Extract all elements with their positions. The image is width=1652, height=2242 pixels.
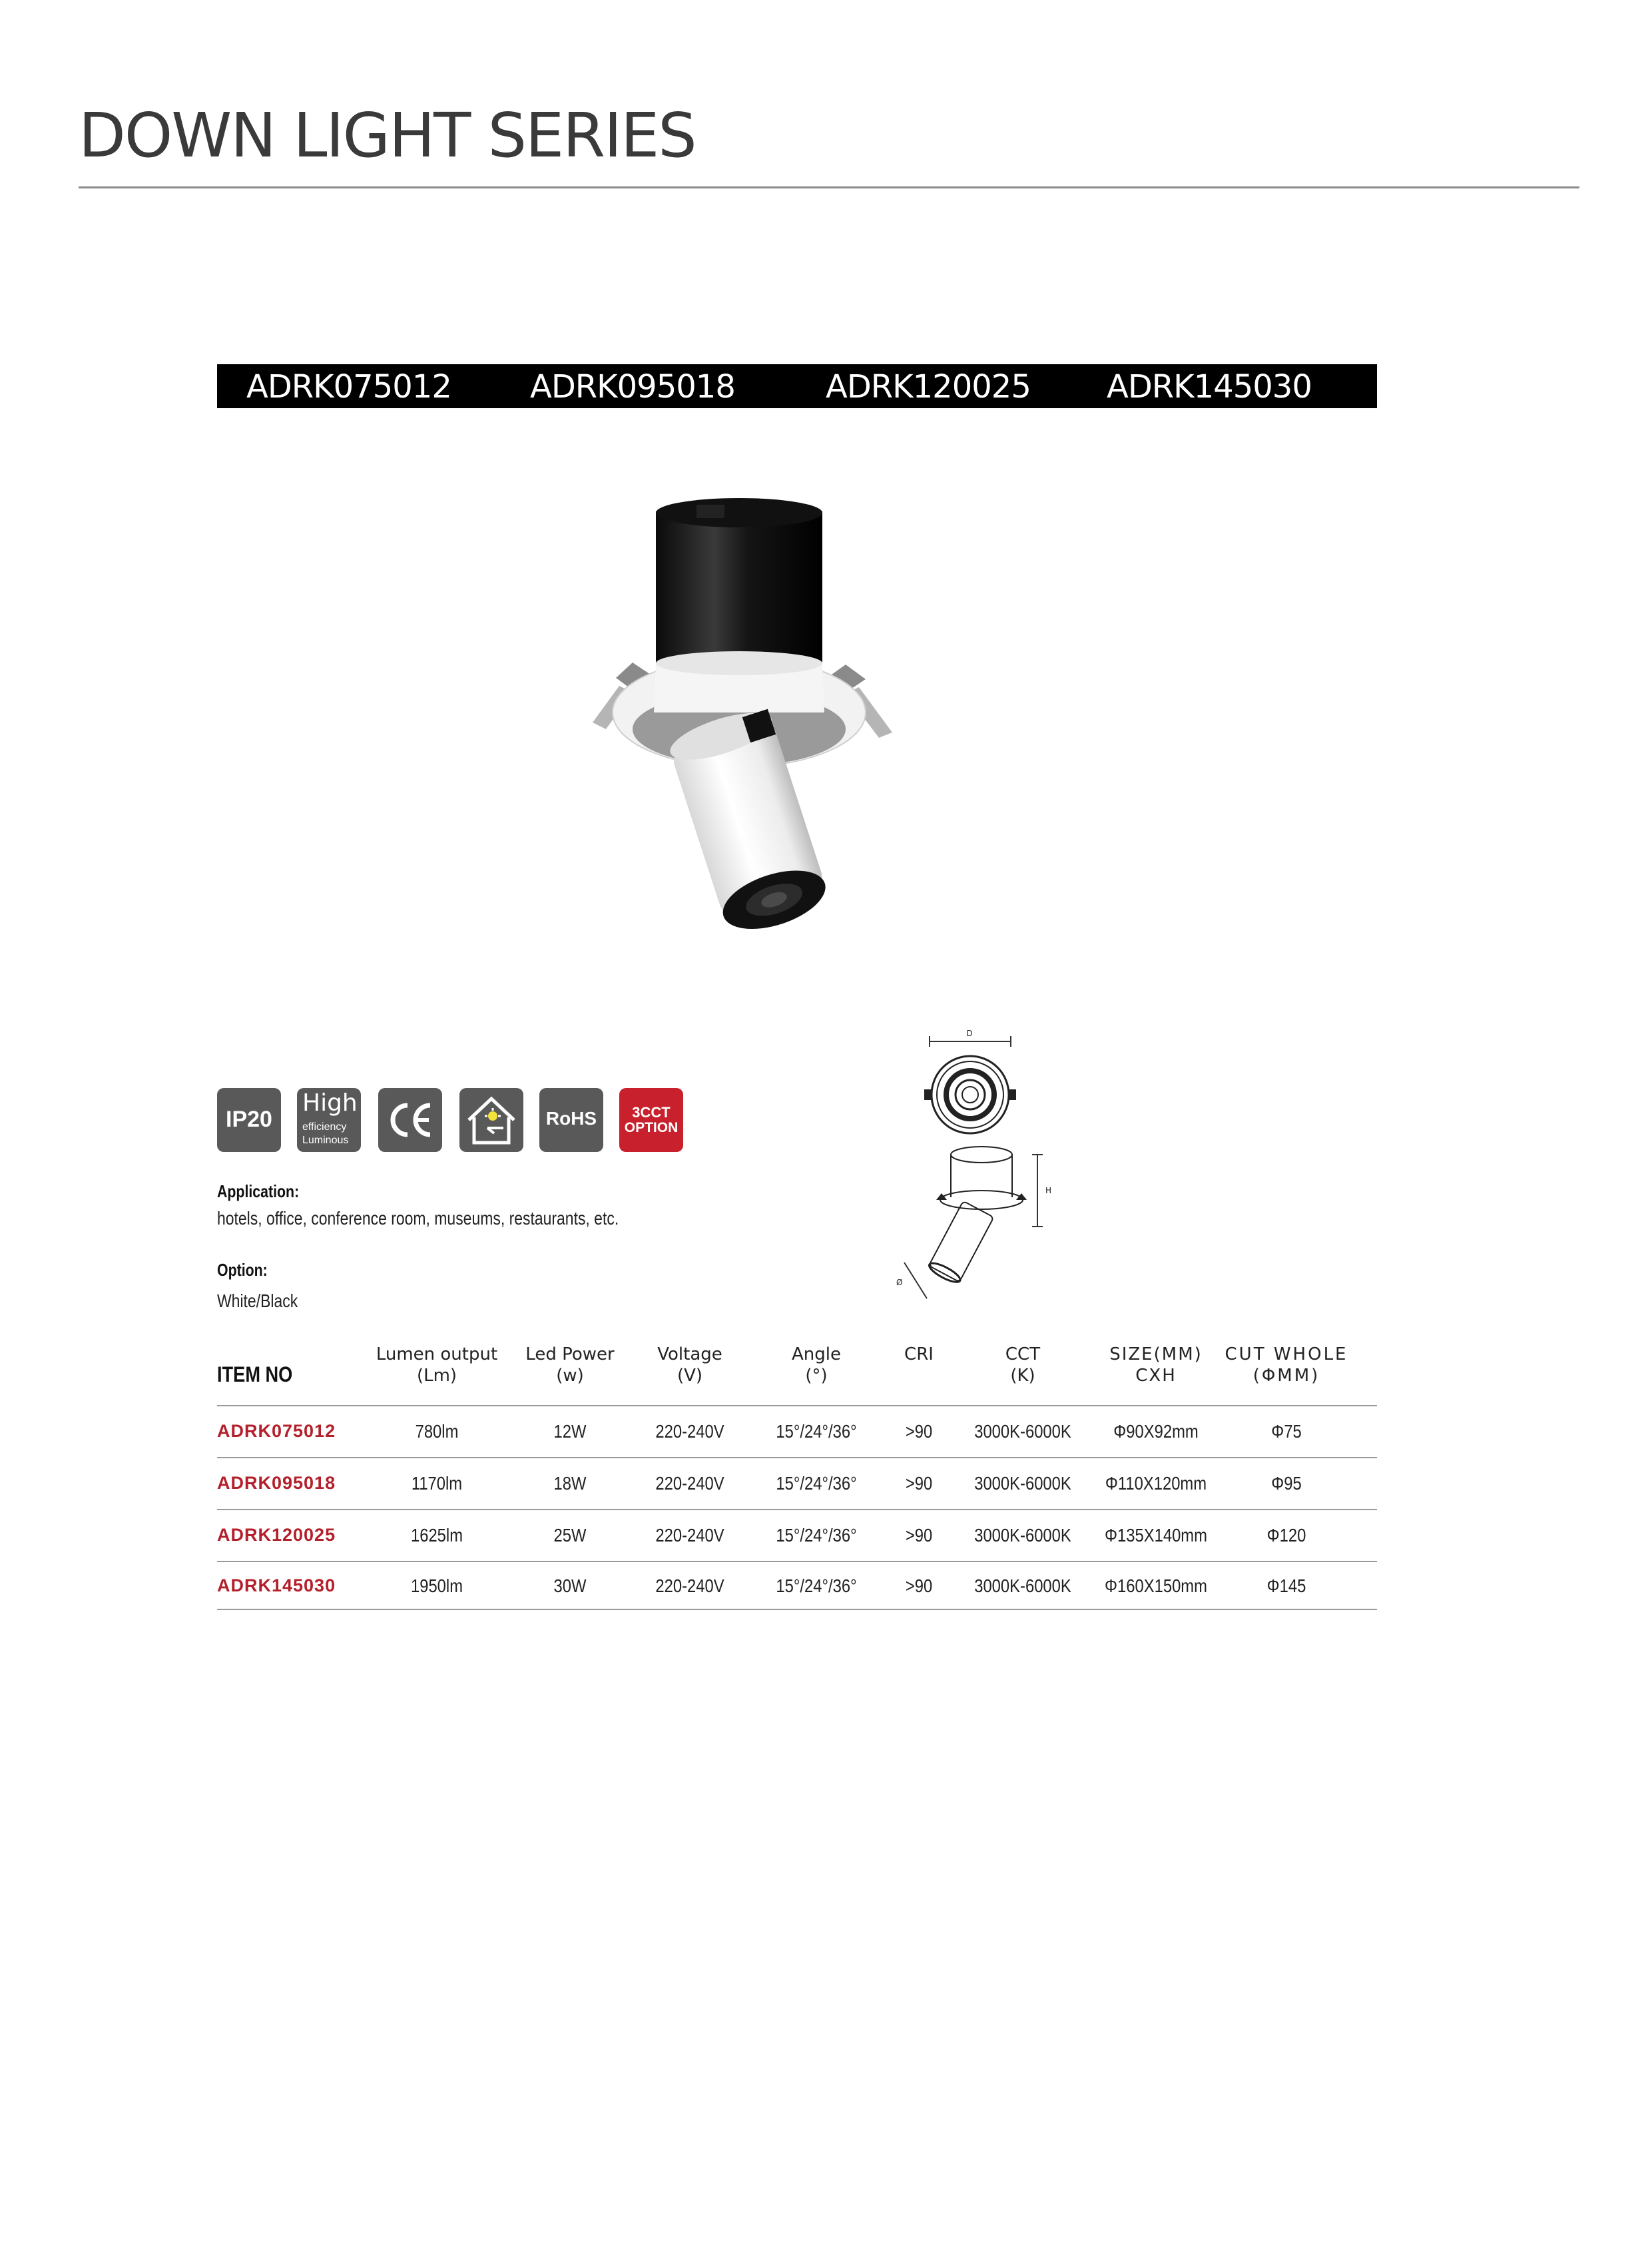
header-power-line2: (w)	[556, 1366, 584, 1386]
header-cut-line2: (ΦMM)	[1252, 1366, 1320, 1386]
header-power-line1: Led Power	[525, 1344, 615, 1364]
high-efficiency-title: High	[302, 1089, 358, 1117]
table-row	[217, 1510, 1377, 1562]
row-rule	[217, 1609, 1377, 1610]
3cct-option-badge	[619, 1088, 683, 1152]
model-label: ADRK120025	[826, 368, 1031, 406]
header-size-line1: SIZE(MM)	[1109, 1344, 1203, 1364]
row-item-no: ADRK120025	[217, 1525, 336, 1545]
header-cut-line1: CUT WHOLE	[1225, 1344, 1348, 1364]
row-power: 12W	[553, 1421, 587, 1442]
row-voltage: 220-240V	[655, 1525, 724, 1545]
application-label: Application:	[217, 1181, 300, 1201]
row-cri: >90	[905, 1473, 933, 1494]
row-lumen: 1170lm	[411, 1473, 463, 1494]
h-dimension-label: H	[1045, 1186, 1052, 1195]
header-size-line2: CXH	[1135, 1366, 1177, 1386]
row-power: 25W	[553, 1525, 587, 1545]
ce-badge	[378, 1088, 442, 1152]
header-lumen-line2: (Lm)	[416, 1366, 457, 1386]
rohs-badge	[539, 1088, 603, 1152]
ip20-text: IP20	[226, 1107, 272, 1132]
header-size	[1083, 1344, 1229, 1386]
3cct-line1: 3CCT	[632, 1104, 671, 1121]
row-lumen: 780lm	[415, 1421, 459, 1442]
option-label: Option:	[217, 1260, 268, 1280]
header-voltage-line2: (V)	[677, 1366, 703, 1386]
model-label: ADRK095018	[530, 368, 735, 406]
house-lamp-icon	[459, 1088, 523, 1152]
header-cri	[886, 1344, 952, 1365]
row-cct: 3000K-6000K	[974, 1525, 1071, 1545]
row-size: Φ110X120mm	[1105, 1473, 1207, 1494]
row-angle: 15°/24°/36°	[776, 1421, 857, 1442]
row-cut: Φ75	[1271, 1421, 1302, 1442]
d-dimension-label: D	[966, 1029, 973, 1038]
row-cct: 3000K-6000K	[974, 1473, 1071, 1494]
header-angle-line1: Angle	[792, 1344, 841, 1364]
header-cct	[956, 1344, 1089, 1386]
row-angle: 15°/24°/36°	[776, 1525, 857, 1545]
table-row	[217, 1406, 1377, 1458]
row-voltage: 220-240V	[655, 1575, 724, 1596]
row-power: 30W	[553, 1575, 587, 1596]
product-photo	[579, 493, 899, 959]
header-cut-whole	[1213, 1344, 1360, 1386]
ip20-badge	[217, 1088, 281, 1152]
model-label: ADRK075012	[246, 368, 451, 406]
row-size: Φ135X140mm	[1105, 1525, 1207, 1545]
row-cri: >90	[905, 1421, 933, 1442]
header-cct-line2: (K)	[1010, 1366, 1035, 1386]
table-row	[217, 1562, 1377, 1610]
row-cct: 3000K-6000K	[974, 1421, 1071, 1442]
row-cct: 3000K-6000K	[974, 1575, 1071, 1596]
header-voltage	[623, 1344, 756, 1386]
high-efficiency-line1: efficiency	[302, 1121, 347, 1133]
row-item-no: ADRK075012	[217, 1421, 336, 1441]
row-cut: Φ120	[1266, 1525, 1306, 1545]
option-text: White/Black	[217, 1290, 298, 1311]
dimension-diagram	[890, 1025, 1052, 1305]
row-lumen: 1625lm	[410, 1525, 463, 1545]
high-efficiency-badge	[297, 1088, 361, 1152]
row-size: Φ90X92mm	[1113, 1421, 1199, 1442]
phi-dimension-label: Ø	[896, 1278, 903, 1287]
page-title: DOWN LIGHT SERIES	[79, 100, 696, 171]
application-text: hotels, office, conference room, museums, restaurants, etc.	[217, 1208, 619, 1229]
rohs-text: RoHS	[545, 1108, 597, 1129]
row-power: 18W	[553, 1473, 587, 1494]
header-angle-line2: (°)	[805, 1366, 828, 1386]
header-cri-line1: CRI	[904, 1344, 934, 1364]
row-item-no: ADRK095018	[217, 1473, 336, 1493]
header-lumen-line1: Lumen output	[376, 1344, 498, 1364]
indoor-use-badge	[459, 1088, 523, 1152]
row-cut: Φ95	[1271, 1473, 1302, 1494]
row-cri: >90	[905, 1575, 933, 1596]
row-voltage: 220-240V	[655, 1473, 724, 1494]
header-angle	[750, 1344, 883, 1386]
table-row	[217, 1458, 1377, 1510]
row-size: Φ160X150mm	[1105, 1575, 1207, 1596]
header-cct-line1: CCT	[1005, 1344, 1041, 1364]
row-angle: 15°/24°/36°	[776, 1575, 857, 1596]
row-cut: Φ145	[1266, 1575, 1306, 1596]
row-voltage: 220-240V	[655, 1421, 724, 1442]
header-voltage-line1: Voltage	[657, 1344, 722, 1364]
model-label: ADRK145030	[1107, 368, 1312, 406]
model-bar	[217, 364, 1377, 408]
row-angle: 15°/24°/36°	[776, 1473, 857, 1494]
row-lumen: 1950lm	[410, 1575, 463, 1596]
header-item-no: ITEM NO	[217, 1362, 293, 1386]
row-item-no: ADRK145030	[217, 1575, 336, 1595]
row-cri: >90	[905, 1525, 933, 1545]
title-divider	[79, 186, 1579, 188]
3cct-line2: OPTION	[624, 1120, 679, 1135]
header-lumen	[350, 1344, 523, 1386]
header-power	[503, 1344, 637, 1386]
ce-mark-icon	[378, 1088, 442, 1152]
high-efficiency-line2: Luminous	[302, 1135, 349, 1146]
